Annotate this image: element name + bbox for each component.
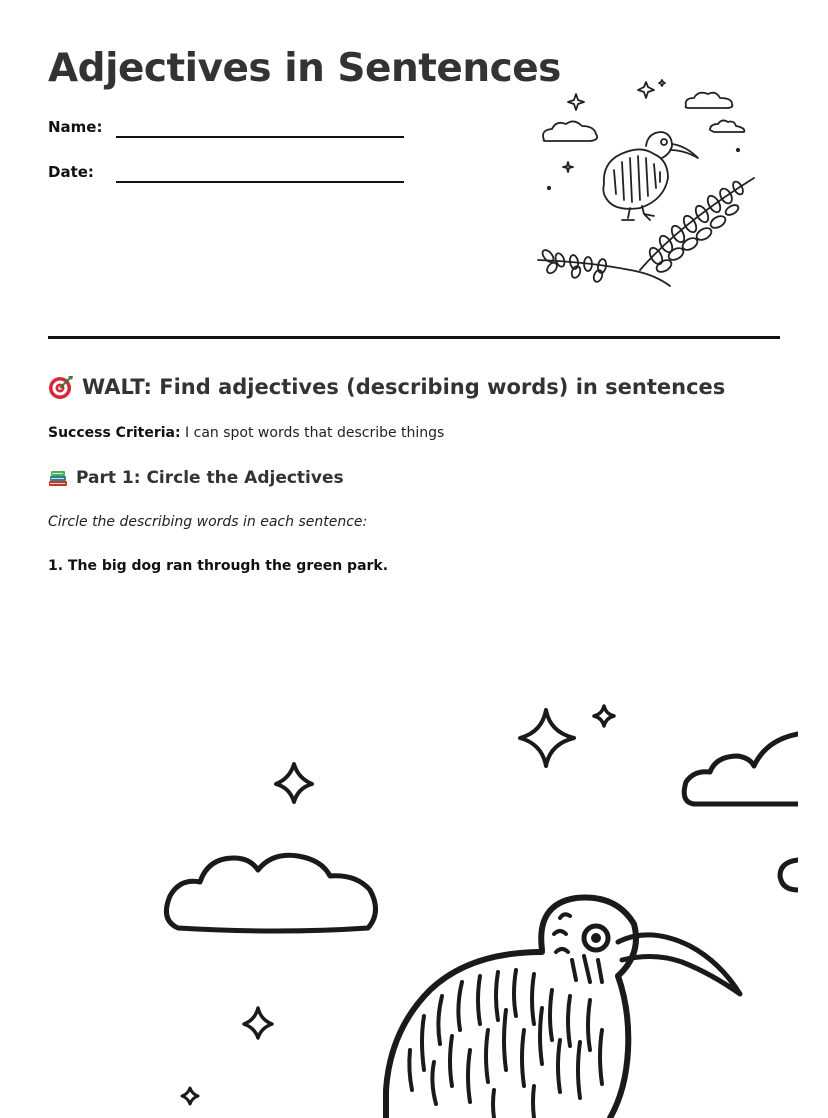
kiwi-header-illustration bbox=[530, 74, 762, 292]
cloud-icon bbox=[686, 93, 733, 108]
cloud-icon bbox=[780, 860, 798, 890]
kiwi-body bbox=[386, 952, 542, 1118]
star-icon bbox=[594, 706, 614, 726]
kiwi-head bbox=[646, 132, 672, 158]
star-icon bbox=[520, 710, 574, 766]
success-criteria bbox=[48, 425, 444, 441]
worksheet-title: Adjectives in Sentences bbox=[48, 46, 561, 91]
cloud-icon bbox=[166, 855, 375, 931]
name-field[interactable] bbox=[48, 118, 408, 142]
kiwi-body bbox=[603, 149, 668, 208]
date-label: Date: bbox=[48, 163, 94, 181]
part1-instruction: Circle the describing words in each sentence: bbox=[48, 514, 368, 530]
part1-heading bbox=[48, 468, 344, 488]
star-icon bbox=[659, 80, 665, 86]
books-icon bbox=[48, 468, 68, 488]
star-icon bbox=[568, 94, 584, 110]
kiwi-head bbox=[541, 898, 636, 976]
date-field[interactable] bbox=[48, 163, 408, 187]
star-icon bbox=[276, 764, 312, 802]
walt-text: WALT: Find adjectives (describing words) in sentences bbox=[82, 375, 726, 399]
target-icon bbox=[48, 374, 74, 400]
section-divider bbox=[48, 336, 780, 339]
star-icon bbox=[244, 1008, 272, 1038]
kiwi-beak bbox=[670, 144, 698, 158]
star-icon bbox=[638, 82, 654, 98]
sentence-item: 1. The big dog ran through the green park. bbox=[48, 558, 389, 574]
kiwi-large-illustration bbox=[90, 690, 798, 1118]
name-label: Name: bbox=[48, 118, 103, 136]
walt-heading bbox=[48, 374, 725, 400]
success-criteria-text: I can spot words that describe things bbox=[180, 425, 445, 441]
cloud-icon bbox=[710, 120, 744, 132]
star-icon bbox=[563, 162, 573, 172]
cloud-icon bbox=[684, 734, 798, 804]
success-criteria-label: Success Criteria: bbox=[48, 425, 181, 441]
part1-heading-text: Part 1: Circle the Adjectives bbox=[76, 468, 344, 488]
star-icon bbox=[182, 1088, 198, 1104]
date-line[interactable] bbox=[116, 181, 404, 183]
cloud-icon bbox=[543, 121, 597, 141]
name-line[interactable] bbox=[116, 136, 404, 138]
branch-leaves bbox=[540, 248, 607, 283]
